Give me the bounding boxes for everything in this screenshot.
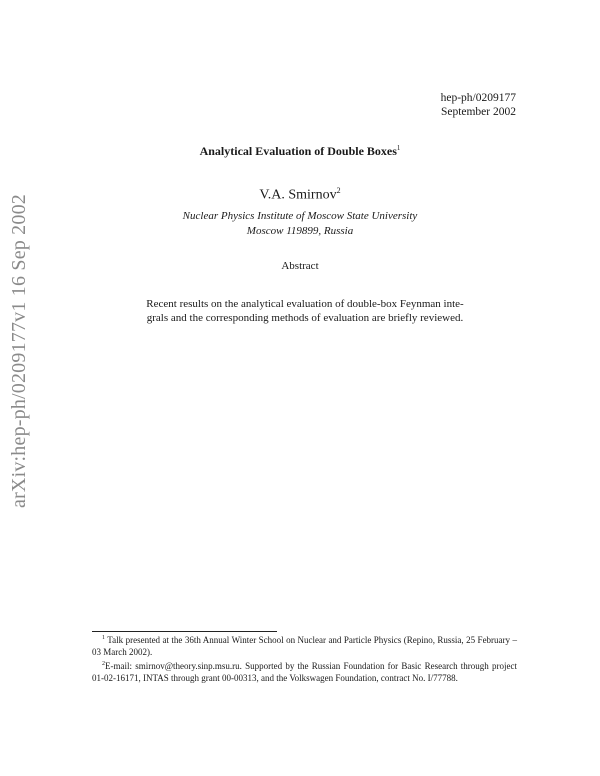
paper-title-text: Analytical Evaluation of Double Boxes [199, 144, 397, 158]
affiliation-city: Moscow 119899, Russia [246, 225, 354, 237]
arxiv-sidebar [0, 194, 44, 510]
arxiv-identifier-stamp: arXiv:hep-ph/0209177v1 16 Sep 2002 [8, 194, 30, 508]
affiliation-institute: Nuclear Physics Institute of Moscow State University [182, 210, 418, 222]
footnote-1-mark: 1 [102, 635, 105, 641]
footnote-2 [92, 658, 517, 684]
footnote-1 [92, 632, 517, 658]
author [0, 186, 600, 204]
abstract-heading: Abstract [281, 260, 319, 272]
paper-title [0, 144, 600, 159]
preprint-header [441, 91, 516, 119]
preprint-date: September 2002 [440, 106, 516, 118]
author-footnote-mark: 2 [336, 186, 341, 195]
abstract-line-2: grals and the corresponding methods of evaluation are briefly reviewed. [146, 312, 464, 324]
footnote-2-mark: 2 [102, 661, 105, 667]
author-name: V.A. Smirnov [259, 187, 337, 203]
abstract-line-1: Recent results on the analytical evaluation of double-box Feynman inte- [146, 298, 464, 310]
footnote-2-text: E-mail: smirnov@theory.sinp.msu.ru. Supported by the Russian Foundation for Basic Research through project 01-02-16171, INTAS through grant 00-00313, and the Volkswagen Foundation, contract No. I/77788. [92, 661, 517, 683]
footnotes [92, 632, 517, 684]
title-footnote-mark: 1 [396, 144, 401, 152]
preprint-number: hep-ph/0209177 [440, 92, 516, 104]
abstract-body [120, 297, 490, 325]
footnote-1-text: Talk presented at the 36th Annual Winter School on Nuclear and Particle Physics (Repino, Russia, 25 February – 03 March 2002). [92, 635, 517, 657]
affiliation [0, 209, 600, 239]
